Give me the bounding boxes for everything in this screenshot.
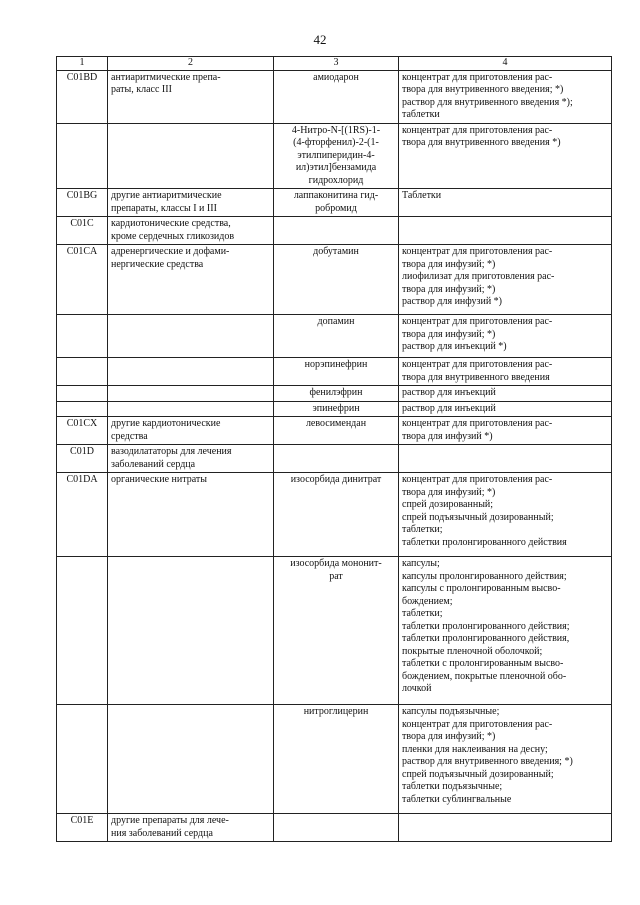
table-row	[57, 358, 612, 386]
code-cell: C01BG	[57, 189, 108, 217]
header-row	[57, 57, 612, 71]
forms-cell: капсулы; капсулы пролонгированного действия; капсулы с пролонгированным высво- бождением; таблетки; таблетки пролонгированного действия; таблетки пролонгированного действия, покрытые пленочной оболочкой; таблетки с пролонгированным высво- бождением, покрытые пленочной обо- лочкой	[399, 557, 612, 705]
drug-cell	[274, 814, 399, 842]
forms-cell: концентрат для приготовления рас- твора для инфузий; *) раствор для инъекций *)	[399, 315, 612, 358]
group-cell: кардиотонические средства, кроме сердечных гликозидов	[108, 217, 274, 245]
table-row	[57, 557, 612, 705]
group-cell	[108, 401, 274, 417]
group-cell	[108, 123, 274, 189]
drug-cell: добутамин	[274, 245, 399, 315]
drug-cell: 4-Нитро-N-[(1RS)-1- (4-фторфенил)-2-(1- этилпиперидин-4- ил)этил]бензамида гидрохлорид	[274, 123, 399, 189]
code-cell: C01C	[57, 217, 108, 245]
drug-cell: фенилэфрин	[274, 386, 399, 402]
forms-cell: концентрат для приготовления рас- твора для инфузий; *) спрей дозированный; спрей подъязычный дозированный; таблетки; таблетки пролонгированного действия	[399, 473, 612, 557]
code-cell: C01BD	[57, 70, 108, 123]
code-cell	[57, 557, 108, 705]
group-cell	[108, 557, 274, 705]
drug-cell: лаппаконитина гид- робромид	[274, 189, 399, 217]
code-cell: C01DA	[57, 473, 108, 557]
drug-table	[56, 56, 612, 842]
code-cell: C01E	[57, 814, 108, 842]
code-cell	[57, 123, 108, 189]
forms-cell: концентрат для приготовления рас- твора для инфузий; *) лиофилизат для приготовления рас- твора для инфузий; *) раствор для инфузий *)	[399, 245, 612, 315]
header-col-4: 4	[399, 57, 612, 71]
group-cell	[108, 358, 274, 386]
code-cell	[57, 315, 108, 358]
forms-cell	[399, 814, 612, 842]
code-cell	[57, 401, 108, 417]
forms-cell: концентрат для приготовления рас- твора для внутривенного введения	[399, 358, 612, 386]
header-col-2: 2	[108, 57, 274, 71]
drug-cell	[274, 445, 399, 473]
drug-cell: эпинефрин	[274, 401, 399, 417]
code-cell	[57, 358, 108, 386]
group-cell	[108, 315, 274, 358]
forms-cell: концентрат для приготовления рас- твора для инфузий *)	[399, 417, 612, 445]
group-cell: другие кардиотонические средства	[108, 417, 274, 445]
code-cell: C01CX	[57, 417, 108, 445]
forms-cell: Таблетки	[399, 189, 612, 217]
table-body	[57, 57, 612, 842]
code-cell	[57, 705, 108, 814]
forms-cell: капсулы подъязычные; концентрат для приготовления рас- твора для инфузий; *) пленки для наклеивания на десну; раствор для внутривенного введения; *) спрей подъязычный дозированный; таблетки подъязычные; таблетки сублингвальные	[399, 705, 612, 814]
forms-cell: концентрат для приготовления рас- твора для внутривенного введения; *) раствор для внутривенного введения *); таблетки	[399, 70, 612, 123]
table-row	[57, 705, 612, 814]
drug-cell	[274, 217, 399, 245]
drug-cell: изосорбида динитрат	[274, 473, 399, 557]
group-cell	[108, 386, 274, 402]
forms-cell: раствор для инъекций	[399, 401, 612, 417]
table-row	[57, 814, 612, 842]
group-cell: другие препараты для лече- ния заболеваний сердца	[108, 814, 274, 842]
code-cell	[57, 386, 108, 402]
group-cell: антиаритмические препа- раты, класс III	[108, 70, 274, 123]
drug-cell: изосорбида мононит- рат	[274, 557, 399, 705]
table-row	[57, 217, 612, 245]
forms-cell: раствор для инъекций	[399, 386, 612, 402]
table-row	[57, 123, 612, 189]
drug-cell: нитроглицерин	[274, 705, 399, 814]
table-row	[57, 386, 612, 402]
table-row	[57, 401, 612, 417]
header-col-1: 1	[57, 57, 108, 71]
table-row	[57, 417, 612, 445]
group-cell	[108, 705, 274, 814]
drug-cell: левосимендан	[274, 417, 399, 445]
table-row	[57, 189, 612, 217]
group-cell: органические нитраты	[108, 473, 274, 557]
code-cell: C01D	[57, 445, 108, 473]
page-number: 42	[313, 32, 327, 47]
table-row	[57, 445, 612, 473]
forms-cell: концентрат для приготовления рас- твора для внутривенного введения *)	[399, 123, 612, 189]
table-row	[57, 473, 612, 557]
header-col-3: 3	[274, 57, 399, 71]
code-cell: C01CA	[57, 245, 108, 315]
forms-cell	[399, 445, 612, 473]
drug-cell: допамин	[274, 315, 399, 358]
table-row	[57, 70, 612, 123]
table-row	[57, 315, 612, 358]
group-cell: вазодилататоры для лечения заболеваний сердца	[108, 445, 274, 473]
forms-cell	[399, 217, 612, 245]
group-cell: другие антиаритмические препараты, классы I и III	[108, 189, 274, 217]
table-row	[57, 245, 612, 315]
drug-cell: норэпинефрин	[274, 358, 399, 386]
drug-cell: амиодарон	[274, 70, 399, 123]
group-cell: адренергические и дофами- нергические средства	[108, 245, 274, 315]
